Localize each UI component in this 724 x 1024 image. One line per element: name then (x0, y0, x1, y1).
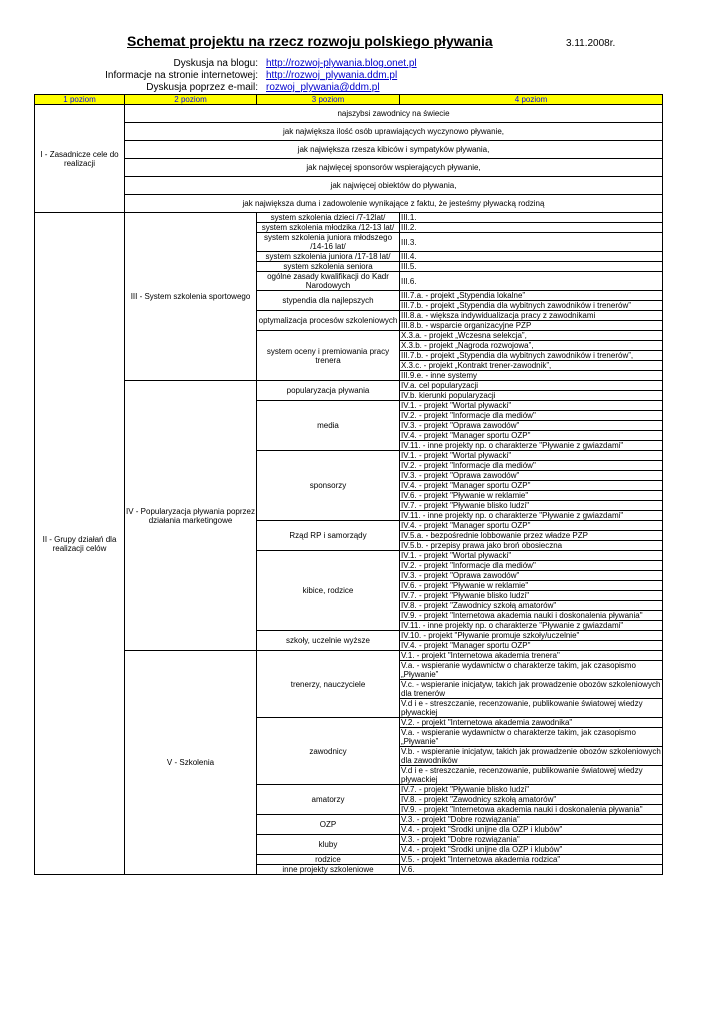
level4-item: III.8.a. - większa indywidualizacja pracy z zawodnikami (400, 311, 663, 321)
level4-item: IV.4. - projekt "Manager sportu OZP" (400, 641, 663, 651)
header-level-2: 2 poziom (125, 95, 257, 105)
goal-row (35, 159, 663, 177)
level3-topic-label: system szkolenia seniora (257, 262, 400, 272)
level3-topic-label: kibice, rodzice (257, 551, 400, 631)
level4-item: III.3. (400, 233, 663, 252)
level4-item: IV.3. - projekt "Oprawa zawodów" (400, 471, 663, 481)
level3-topic-label: media (257, 401, 400, 451)
level4-item: IV.8. - projekt "Zawodnicy szkołą amatorów" (400, 795, 663, 805)
level4-item: IV.1. - projekt "Wortal pływacki" (400, 401, 663, 411)
level4-item: IV.2. - projekt "Informacje dla mediów" (400, 461, 663, 471)
level4-item: IV.7. - projekt "Pływanie blisko ludzi" (400, 501, 663, 511)
goal-row (35, 195, 663, 213)
level4-item: III.6. (400, 272, 663, 291)
level4-item: III.7.a. - projekt „Stypendia lokalne” (400, 291, 663, 301)
level3-topic-label: rodzice (257, 855, 400, 865)
level4-item: IV.9. - projekt "Internetowa akademia nauki i doskonalenia pływania" (400, 805, 663, 815)
level4-item: IV.b. kierunki popularyzacji (400, 391, 663, 401)
level4-item: III.7.b. - projekt „Stypendia dla wybitnych zawodników i trenerów” (400, 301, 663, 311)
goal-text: jak najwięcej obiektów do pływania, (125, 177, 663, 195)
level4-item: V.b. - wspieranie inicjatyw, takich jak prowadzenie obozów szkoleniowych dla zawodników (401, 747, 661, 765)
level3-topic-label: system szkolenia juniora /17-18 lat/ (257, 252, 400, 262)
blog-label: Dyskusja na blogu: (173, 58, 258, 69)
level4-item: IV.3. - projekt "Oprawa zawodów" (400, 421, 663, 431)
level4-item: IV.3. - projekt "Oprawa zawodów" (400, 571, 663, 581)
level4-item: IV.4. - projekt "Manager sportu OZP" (400, 521, 663, 531)
level4-item: III.2. (400, 223, 663, 233)
level4-item: V.a. - wspieranie wydawnictw o charakterze takim, jak czasopismo „Pływanie” (400, 661, 663, 680)
level4-item: III.8.b. - wsparcie organizacyjne PZP (400, 321, 663, 331)
goal-text: jak największa rzesza kibiców i sympatyków pływania, (125, 141, 663, 159)
level4-item: V.c. - wspieranie inicjatyw, takich jak prowadzenie obozów szkoleniowych dla trenerów (400, 680, 663, 699)
level4-item: IV.4. - projekt "Manager sportu OZP" (400, 481, 663, 491)
level4-item: IV.10. - projekt "Pływanie promuje szkoły/uczelnie" (400, 631, 663, 641)
level3-topic-label: Rząd RP i samorządy (257, 521, 400, 551)
level4-item: X.3.a. - projekt „Wczesna selekcja”, (400, 331, 663, 341)
item-row (35, 381, 663, 391)
level4-item: IV.5.a. - bezpośrednie lobbowanie przez władze PZP (400, 531, 663, 541)
level4-item: V.3. - projekt "Dobre rozwiązania" (400, 815, 663, 825)
level4-item: V.3. - projekt "Dobre rozwiązania" (400, 835, 663, 845)
level4-item: IV.2. - projekt "Informacje dla mediów" (400, 561, 663, 571)
level4-item: IV.11. - inne projekty np. o charakterze "Pływanie z gwiazdami" (400, 511, 663, 521)
level3-topic-label: OZP (257, 815, 400, 835)
level4-item: III.4. (400, 252, 663, 262)
level4-item: IV.9. - projekt "Internetowa akademia nauki i doskonalenia pływania" (400, 611, 663, 621)
level3-topic-label: system oceny i premiowania pracy trenera (257, 331, 400, 381)
level3-topic-label: amatorzy (257, 785, 400, 815)
level4-item: IV.11. - inne projekty np. o charakterze "Pływanie z gwiazdami" (400, 621, 663, 631)
goal-text: najszybsi zawodnicy na świecie (125, 105, 663, 123)
level4-item: V.4. - projekt "Środki unijne dla OZP i klubów" (400, 845, 663, 855)
level2-group-label: V - Szkolenia (125, 651, 257, 875)
level4-item: IV.1. - projekt "Wortal pływacki" (400, 551, 663, 561)
level4-item: IV.5.b. - przepisy prawa jako broń obosieczna (400, 541, 663, 551)
level3-topic-label: system szkolenia juniora młodszego /14-16 lat/ (257, 233, 400, 252)
item-row (35, 213, 663, 223)
level3-topic-label: zawodnicy (257, 718, 400, 785)
level2-group-label: III - System szkolenia sportowego (125, 213, 257, 381)
level4-item: V.a. - wspieranie wydawnictw o charakterze takim, jak czasopismo „Pływanie” (400, 728, 663, 747)
goal-text: jak największa duma i zadowolenie wynikające z faktu, że jesteśmy pływacką rodziną (125, 195, 663, 213)
level4-item: V.d i e - streszczanie, recenzowanie, publikowanie światowej wiedzy pływackiej (400, 699, 663, 718)
header-level-1: 1 poziom (35, 95, 125, 105)
level3-topic-label: szkoły, uczelnie wyższe (257, 631, 400, 651)
level4-item: V.5. - projekt "Internetowa akademia rodzica" (400, 855, 663, 865)
level1-goals-label: I - Zasadnicze cele do realizacji (35, 105, 125, 213)
level4-item: IV.1. - projekt "Wortal pływacki" (400, 451, 663, 461)
level4-item: V.4. - projekt "Środki unijne dla OZP i klubów" (400, 825, 663, 835)
level4-item: IV.7. - projekt "Pływanie blisko ludzi" (400, 785, 663, 795)
level4-item: III.9.e. - inne systemy (400, 371, 663, 381)
email-label: Dyskusja poprzez e-mail: (146, 82, 258, 93)
schema-table-body (35, 95, 663, 875)
level4-item: IV.8. - projekt "Zawodnicy szkołą amatorów" (400, 601, 663, 611)
level4-item: V.2. - projekt "Internetowa akademia zawodnika" (400, 718, 663, 728)
level3-topic-label: ogólne zasady kwalifikacji do Kadr Narodowych (257, 272, 400, 291)
level3-topic-label: sponsorzy (257, 451, 400, 521)
level4-item: V.d i e - streszczanie, recenzowanie, publikowanie światowej wiedzy pływackiej (400, 766, 663, 785)
level1-groups-label: II - Grupy działań dla realizacji celów (35, 213, 125, 875)
website-label: Informacje na stronie internetowej: (105, 70, 258, 81)
goal-text: jak najwięcej sponsorów wspierających pływanie, (125, 159, 663, 177)
goal-row (35, 177, 663, 195)
level4-item: IV.a. cel popularyzacji (400, 381, 663, 391)
level3-topic-label: optymalizacja procesów szkoleniowych (257, 311, 400, 331)
level4-item: IV.4. - projekt "Manager sportu OZP" (400, 431, 663, 441)
header-level-4: 4 poziom (400, 95, 663, 105)
level3-topic-label: popularyzacja pływania (257, 381, 400, 401)
level4-item: IV.6. - projekt "Pływanie w reklamie" (400, 491, 663, 501)
level4-item: IV.6. - projekt "Pływanie w reklamie" (400, 581, 663, 591)
goal-row (35, 141, 663, 159)
schema-table-wrapper (34, 94, 663, 875)
level4-item: X.3.c. - projekt „Kontrakt trener-zawodnik”, (400, 361, 663, 371)
level4-item: IV.2. - projekt "Informacje dla mediów" (400, 411, 663, 421)
document-title: Schemat projektu na rzecz rozwoju polskiego pływania (127, 33, 493, 49)
level4-item: V.6. (400, 865, 663, 875)
item-row (35, 651, 663, 661)
goal-row (35, 105, 663, 123)
level4-item: III.5. (400, 262, 663, 272)
level3-topic-label: inne projekty szkoleniowe (257, 865, 400, 875)
email-link[interactable]: rozwoj_plywania@ddm.pl (266, 82, 380, 93)
header-level-3: 3 poziom (257, 95, 400, 105)
level2-group-label: IV - Popularyzacja pływania poprzez działania marketingowe (125, 381, 257, 651)
level4-item: IV.7. - projekt "Pływanie blisko ludzi" (400, 591, 663, 601)
website-link[interactable]: http://rozwoj_plywania.ddm.pl (266, 70, 398, 81)
level4-item: X.3.b. - projekt „Nagroda rozwojowa”, (400, 341, 663, 351)
level4-item: IV.11. - inne projekty np. o charakterze "Pływanie z gwiazdami" (400, 441, 663, 451)
document-date: 3.11.2008r. (566, 38, 616, 49)
level4-item: V.1. - projekt "Internetowa akademia trenera" (400, 651, 663, 661)
blog-link[interactable]: http://rozwoj-plywania.blog.onet.pl (266, 58, 417, 69)
level4-item: III.7.b. - projekt „Stypendia dla wybitnych zawodników i trenerów”, (400, 351, 663, 361)
level3-topic-label: trenerzy, nauczyciele (257, 651, 400, 718)
goal-text: jak największa ilość osób uprawiających wyczynowo pływanie, (125, 123, 663, 141)
level3-topic-label: system szkolenia młodzika /12-13 lat/ (257, 223, 400, 233)
level4-item: III.1. (400, 213, 663, 223)
header-row (35, 95, 663, 105)
schema-table (34, 94, 663, 875)
goal-row (35, 123, 663, 141)
level3-topic-label: kluby (257, 835, 400, 855)
level3-topic-label: system szkolenia dzieci /7-12lat/ (257, 213, 400, 223)
level3-topic-label: stypendia dla najlepszych (257, 291, 400, 311)
